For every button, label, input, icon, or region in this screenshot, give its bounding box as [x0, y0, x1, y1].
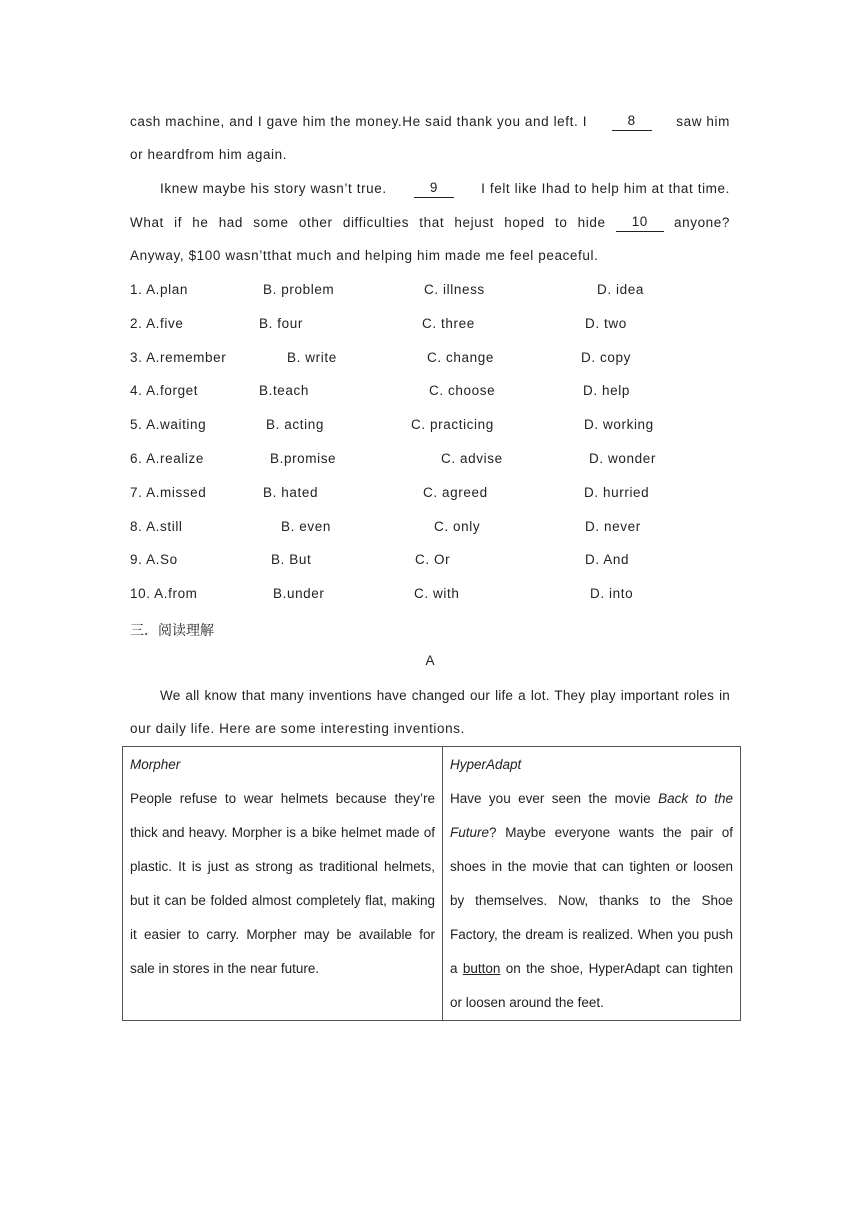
option-choice: C. practicing	[411, 417, 494, 433]
cloze-text: cash machine, and I gave him the money.He said thank you and left. I	[130, 114, 588, 129]
option-choice: C. change	[427, 349, 494, 365]
morpher-title: Morpher	[130, 757, 181, 772]
option-row	[0, 349, 860, 367]
cloze-word: hejust	[454, 215, 495, 230]
option-choice: B.promise	[270, 451, 337, 466]
cloze-word: hide	[577, 215, 606, 230]
option-choice: 6. A.realize	[130, 451, 204, 466]
option-choice: D. working	[584, 417, 654, 433]
option-choice: 5. A.waiting	[130, 417, 207, 433]
option-row	[0, 551, 860, 569]
option-choice: D. help	[583, 383, 630, 399]
intro-line-2: our daily life. Here are some interesting inventions.	[130, 721, 465, 736]
passage-label: A	[425, 653, 435, 668]
cloze-text: Iknew maybe his story wasn’t true.	[160, 181, 387, 196]
option-choice: B. four	[259, 315, 303, 331]
cloze-word: had	[218, 215, 244, 230]
option-choice: B. write	[287, 349, 337, 365]
option-row	[0, 281, 860, 299]
option-choice: B. acting	[266, 417, 324, 433]
option-choice: B. even	[281, 518, 331, 534]
option-choice: C. choose	[429, 383, 496, 399]
option-choice: D. copy	[581, 349, 631, 365]
option-choice: C. three	[422, 315, 475, 331]
hyperadapt-cell	[443, 747, 741, 1021]
option-choice: D. hurried	[584, 484, 650, 500]
hyperadapt-title: HyperAdapt	[450, 757, 522, 772]
hyperadapt-text: ? Maybe everyone wants the pair of shoes in the movie that can tighten or loosen by themselves. Now, thanks to the Shoe Factory, the dream is realized. When you push a	[450, 825, 733, 976]
option-choice: B.teach	[259, 383, 309, 399]
option-choice: B. But	[271, 552, 312, 568]
option-choice: D. idea	[597, 282, 644, 297]
option-choice: C. advise	[441, 451, 503, 466]
option-choice: C. Or	[415, 552, 451, 568]
morpher-body: People refuse to wear helmets because they’re thick and heavy. Morpher is a bike helmet made of plastic. It is just as strong as traditional helmets, but it can be folded almost completely flat, making it easier to carry. Morpher may be available for sale in stores in the near future.	[130, 791, 435, 976]
option-row	[0, 315, 860, 333]
cloze-word: to	[554, 215, 568, 230]
option-choice: D. And	[585, 552, 630, 568]
hyperadapt-text: Have you ever seen the movie	[450, 791, 651, 806]
cloze-text: saw him	[676, 114, 730, 129]
option-row	[0, 450, 860, 468]
cloze-word: that	[419, 215, 445, 230]
cloze-word: some	[253, 215, 289, 230]
option-choice: C. only	[434, 518, 481, 534]
option-choice: 1. A.plan	[130, 282, 188, 297]
blank-10: 10	[616, 214, 664, 232]
cloze-word: What	[130, 215, 164, 230]
cloze-word: anyone?	[674, 215, 730, 230]
morpher-cell	[123, 747, 443, 1021]
option-choice: B. hated	[263, 484, 319, 500]
cloze-word: if	[174, 215, 183, 230]
option-choice: 10. A.from	[130, 586, 198, 602]
cloze-word: he	[192, 215, 209, 230]
option-choice: 4. A.forget	[130, 383, 199, 399]
option-choice: 9. A.So	[130, 552, 178, 568]
cloze-line-2: or heardfrom him again.	[130, 147, 288, 162]
option-row	[0, 382, 860, 400]
cloze-word: other	[298, 215, 333, 230]
option-row	[0, 484, 860, 502]
cloze-line-3	[160, 180, 730, 198]
inventions-table	[122, 746, 741, 1021]
option-choice: 2. A.five	[130, 315, 184, 331]
option-choice: 3. A.remember	[130, 349, 227, 365]
option-choice: D. never	[585, 518, 641, 534]
option-choice: B.under	[273, 586, 325, 602]
cloze-line-5: Anyway, $100 wasn’tthat much and helping him made me feel peaceful.	[130, 248, 599, 263]
hyperadapt-body	[450, 782, 733, 1020]
cloze-word: difficulties	[342, 215, 410, 230]
option-choice: D. into	[590, 586, 634, 602]
blank-9: 9	[414, 180, 454, 198]
intro-text: We all know that many inventions have changed our life a lot. They play important roles in	[160, 688, 730, 703]
option-choice: 8. A.still	[130, 518, 183, 534]
intro-line-1	[160, 687, 730, 705]
option-row	[0, 518, 860, 536]
option-choice: D. wonder	[589, 451, 656, 466]
underlined-word-button: button	[462, 961, 501, 976]
option-row	[0, 585, 860, 603]
cloze-line-4	[130, 214, 730, 232]
option-choice: C. agreed	[423, 484, 488, 500]
cloze-text: I felt like Ihad to help him at that time.	[481, 181, 730, 196]
cloze-line-1	[130, 113, 730, 131]
option-choice: C. illness	[424, 282, 485, 297]
hyperadapt-text: on the shoe, HyperAdapt can tighten or loosen around the feet.	[450, 961, 733, 1010]
option-choice: C. with	[414, 586, 460, 602]
option-choice: B. problem	[263, 282, 335, 297]
option-row	[0, 416, 860, 434]
section-title: 三．阅读理解	[130, 623, 214, 639]
movie-title: Back to the Future	[450, 791, 733, 840]
option-choice: D. two	[585, 315, 627, 331]
cloze-word: hoped	[504, 215, 545, 230]
blank-8: 8	[612, 113, 652, 131]
option-choice: 7. A.missed	[130, 484, 207, 500]
